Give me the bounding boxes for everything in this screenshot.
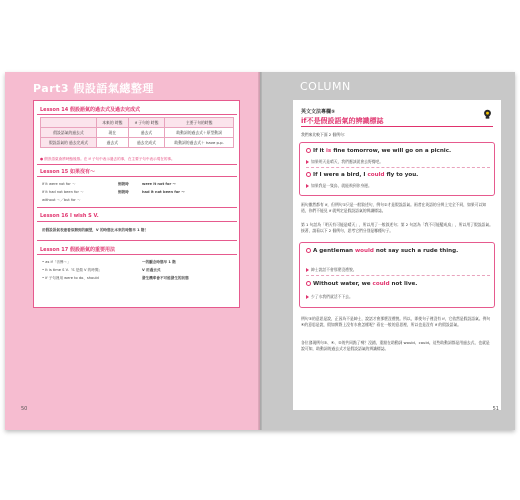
example-4: Without water, we could not live. [306, 281, 417, 287]
example-1: If it is fine tomorrow, we will go on a picnic. [306, 148, 451, 154]
divider [37, 176, 237, 177]
column-subtitle: 英文文法專欄⑤ [301, 109, 336, 115]
left-page-title: Part3 假設語氣總整理 [33, 82, 154, 95]
column-heading: if不是假設語氣的辨識標誌 [301, 117, 384, 125]
table-header-cell [41, 118, 97, 128]
paragraph-4: 各位發現例句③、④、⑤的共同點了嗎？沒錯，重點在助動詞 would、could。這些助動詞都是用過去式，也就是說可知，助動詞的過去式才是假設語氣的辨識標誌。 [301, 340, 490, 351]
arrow-icon [306, 268, 309, 272]
divider [37, 114, 237, 115]
lesson14-heading: Lesson 14 假設語氣的過去式及過去完成式 [40, 107, 140, 113]
book-spread [5, 72, 515, 430]
divider [306, 275, 490, 276]
lesson15-heading: Lesson 15 如果沒有～ [40, 169, 95, 175]
paragraph-3: 例句③的意思是說，正因為不是紳士，說話才會那麼沒禮貌。所以，即使句子裡沒有 if，它依然是假設語氣。例句④的意思是說，假如實際上沒有水會怎樣呢？看在一般的意思裡，所以也是沒有 if 的假設語氣。 [301, 316, 491, 327]
highlighted-verb: is [326, 148, 332, 154]
table-cell: 過去式 [96, 138, 128, 148]
lesson15-row-b: 倒裝時 [118, 190, 129, 194]
lesson17-heading: Lesson 17 假設語氣的重要用法 [40, 247, 115, 253]
page-number: 50 [21, 406, 28, 412]
divider [306, 167, 490, 168]
table-header-cell: 主要子句的時態 [165, 118, 234, 128]
example-2: If I were a bird, I could fly to you. [306, 172, 418, 178]
divider [37, 221, 237, 222]
table-header-cell: 本來的 時態 [96, 118, 128, 128]
example-3-translation: 紳士說話不會那麼沒禮貌。 [306, 267, 357, 273]
lesson17-item: • if 子句裡用 were to do、should [42, 276, 99, 280]
lesson17-item: • as if「彷彿～」 [42, 260, 71, 264]
divider [37, 254, 237, 255]
lesson14-note: ● 假設語氣會將時態後推。在 if 子句中表示過去的事，在主要子句中表示現在的事。 [40, 157, 175, 161]
table-cell: 假設語氣的過去式 [41, 128, 97, 138]
lesson16-text: 用假設語氣表達看似辦到的願望，V 的時態比本來的時態早 1 階！ [42, 228, 149, 232]
arrow-icon [306, 160, 309, 164]
right-page-title: COLUMN [300, 80, 351, 93]
example-4-translation: 少了水我們就活不下去。 [306, 294, 353, 300]
lesson15-row-c: were it not for ～ [142, 182, 177, 186]
highlighted-verb: would [354, 248, 374, 254]
lesson15-row-a: if it had not been for ～ [42, 190, 84, 194]
intro-text: 我們來比較下面 2 個例句： [301, 132, 348, 137]
highlighted-verb: could [367, 172, 385, 178]
table-cell: 假設語氣的 過去完成式 [41, 138, 97, 148]
table-cell: 過去完成式 [128, 138, 164, 148]
right-page [260, 72, 515, 430]
example-1-translation: 如果明天是晴天，我們應該就會去野餐吧。 [306, 159, 383, 165]
example-box [299, 142, 495, 196]
table-cell: 現在 [96, 128, 128, 138]
lesson17-item-result: 一的觀念時態早 1 階 [142, 260, 176, 264]
lesson15-row-a: if it were not for ～ [42, 182, 76, 186]
lesson17-item-result: V 用過去式 [142, 268, 161, 272]
lesson15-row-c: had it not been for ～ [142, 190, 185, 194]
column-card [293, 100, 501, 410]
paragraph-2: 第 1 句話為「明天有可能是晴天」，所以用了一般敘述句；第 2 句話為「我不可能變成鳥」，所以用了假設語氣。接著，請看以下 2 個例句，思考它們分別是哪種句子。 [301, 222, 493, 233]
arrow-icon [306, 184, 309, 188]
page-number: 51 [492, 406, 499, 412]
example-box [299, 242, 495, 308]
table-cell: 過去式 [128, 128, 164, 138]
highlighted-verb: could [372, 281, 390, 287]
lesson15-row-a: without ～／but for ～ [42, 198, 81, 202]
divider [301, 126, 493, 127]
summary-card [33, 100, 240, 308]
table-header-cell: if 子句的 時態 [128, 118, 164, 128]
lesson17-item-result: 發生機率會不可能發生的狀態 [142, 276, 189, 280]
number-circle-icon [306, 172, 311, 177]
lesson14-table [40, 117, 234, 148]
divider [37, 207, 237, 208]
number-circle-icon [306, 148, 311, 153]
lesson15-row-b: 倒裝時 [118, 182, 129, 186]
arrow-icon [306, 295, 309, 299]
number-circle-icon [306, 248, 311, 253]
left-page [5, 72, 260, 430]
paragraph-1: 兩句雖然都有 if，但例句①只是一般敘述句，例句②才是假設語氣。兩者在英語的分辨上完全不同，如果可以知道，你們不能見 if 就判定是假設語氣的辨識標誌。 [301, 202, 487, 213]
lightbulb-icon [483, 109, 492, 120]
table-cell: 助動詞的過去式＋ have p.p. [165, 138, 234, 148]
book-spine [258, 72, 262, 430]
example-3: A gentleman would not say such a rude thing. [306, 247, 486, 255]
example-2-translation: 如果我是一隻鳥，就能飛到你身邊。 [306, 183, 372, 189]
number-circle-icon [306, 281, 311, 286]
lesson16-heading: Lesson 16 I wish S V. [40, 213, 99, 219]
lesson17-item: • It is time S V.「S 是做 V 的時間」 [42, 268, 103, 272]
table-cell: 助動詞的過去式＋原型動詞 [165, 128, 234, 138]
divider [37, 240, 237, 241]
divider [37, 164, 237, 165]
